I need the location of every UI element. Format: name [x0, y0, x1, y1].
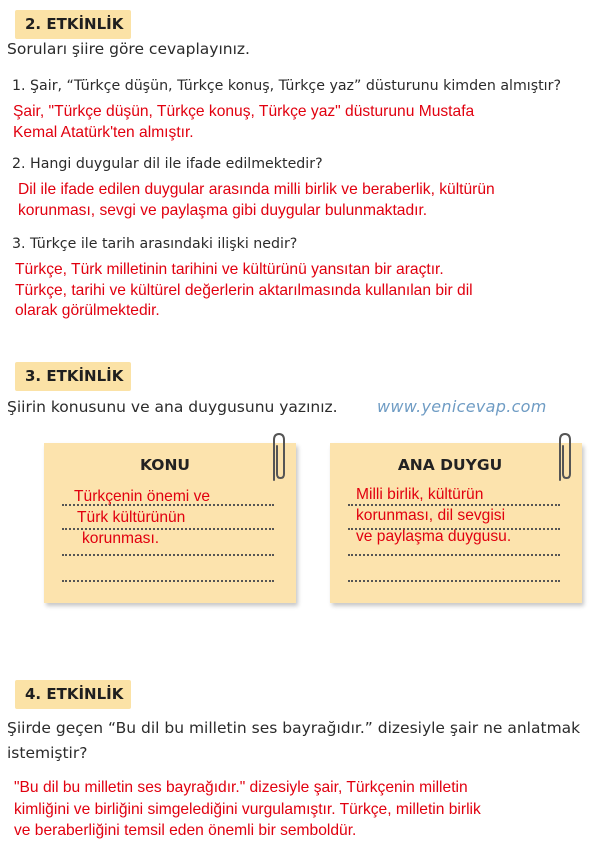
answer-3 — [15, 260, 473, 322]
answer-line: Milli birlik, kültürün — [356, 486, 484, 503]
answer-line: korunması. — [82, 529, 160, 547]
answer-dotted-line — [348, 580, 560, 582]
answer-line: korunması, dil sevgisi — [356, 506, 506, 524]
answer-2 — [18, 180, 495, 221]
question-1: 1. Şair, “Türkçe düşün, Türkçe konuş, Türkçe yaz” düsturunu kimden almıştır? — [12, 78, 561, 94]
answer-line: Kemal Atatürk'ten almıştır. — [13, 123, 194, 141]
question-2: 2. Hangi duygular dil ile ifade edilmektedir? — [12, 156, 323, 172]
answer-1 — [13, 102, 474, 143]
answer-line: Türkçenin önemi ve — [74, 488, 211, 505]
topic-answer — [74, 487, 210, 549]
topic-note-title: KONU — [139, 456, 191, 474]
answer-line: Türkçe, Türk milletinin tarihini ve kültürünü yansıtan bir araçtır. — [15, 261, 444, 278]
answer-line: ve paylaşma duygusu. — [356, 527, 512, 545]
question-line: Şiirde geçen “Bu dil bu milletin ses bayrağıdır.” dizesiyle şair ne anlatmak — [7, 719, 581, 737]
topic-note — [44, 443, 296, 603]
paperclip-icon — [268, 432, 290, 490]
activity-3-tag: 3. ETKİNLİK — [15, 362, 131, 391]
main-emotion-note-title: ANA DUYGU — [397, 456, 503, 474]
activity-4-answer — [14, 777, 481, 842]
answer-line: kimliğini ve birliğini simgelediğini vurgulamıştır. Türkçe, milletin birlik — [14, 800, 481, 818]
main-emotion-note — [330, 443, 582, 603]
answer-line: ve beraberliğini temsil eden önemli bir semboldür. — [14, 822, 357, 839]
question-line: istemiştir? — [7, 744, 88, 762]
activity-4-tag: 4. ETKİNLİK — [15, 680, 131, 709]
question-3: 3. Türkçe ile tarih arasındaki ilişki nedir? — [12, 236, 298, 252]
activity-2-tag: 2. ETKİNLİK — [15, 10, 131, 39]
answer-line: Şair, "Türkçe düşün, Türkçe konuş, Türkçe yaz" düsturunu Mustafa — [13, 103, 475, 120]
answer-dotted-line — [348, 554, 560, 556]
answer-line: Türkçe, tarihi ve kültürel değerlerin aktarılmasında kullanılan bir dil — [15, 281, 473, 299]
answer-dotted-line — [62, 554, 274, 556]
watermark-text: www.yenicevap.com — [377, 397, 547, 416]
answer-line: "Bu dil bu milletin ses bayrağıdır." dizesiyle şair, Türkçenin milletin — [14, 779, 468, 796]
answer-dotted-line — [62, 580, 274, 582]
main-emotion-answer — [356, 485, 511, 547]
activity-3-instruction: Şiirin konusunu ve ana duygusunu yazınız. — [7, 398, 338, 416]
answer-line: Türk kültürünün — [77, 508, 186, 526]
answer-line: korunması, sevgi ve paylaşma gibi duygular bulunmaktadır. — [18, 201, 428, 219]
answer-line: olarak görülmektedir. — [15, 302, 160, 319]
answer-line: Dil ile ifade edilen duygular arasında milli birlik ve beraberlik, kültürün — [18, 181, 495, 198]
activity-2-instruction: Soruları şiire göre cevaplayınız. — [7, 40, 250, 58]
activity-4-question — [7, 716, 580, 766]
paperclip-icon — [554, 432, 576, 490]
